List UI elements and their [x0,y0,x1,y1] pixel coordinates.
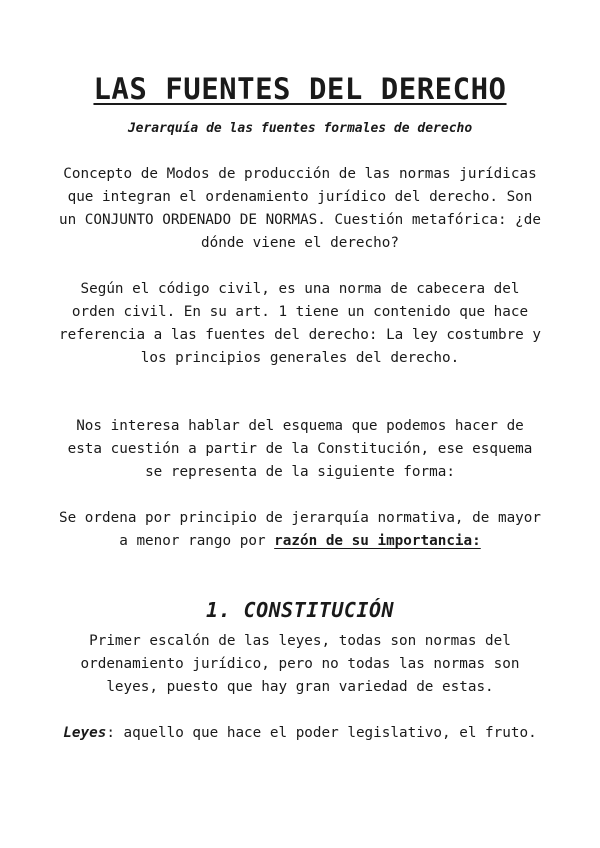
paragraph-leyes [58,722,542,745]
paragraph-concept: Concepto de Modos de producción de las normas jurídicas que integran el ordenamiento jurídico del derecho. Son un CONJUNTO ORDENADO DE NORMAS. Cuestión metafórica: ¿de dónde viene el derecho? [58,166,542,251]
paragraph-jerarquia-text: Se ordena por principio de jerarquía normativa, de mayor a menor rango por [58,510,542,549]
document-title: LAS FUENTES DEL DERECHO [93,72,507,106]
definition-leyes: : aquello que hace el poder legislativo, el fruto. [106,725,537,741]
paragraph-esquema: Nos interesa hablar del esquema que podemos hacer de esta cuestión a partir de la Constitución, ese esquema se representa de la siguiente forma: [67,418,533,480]
term-leyes: Leyes [63,725,107,741]
document-subtitle: Jerarquía de las fuentes formales de derecho [127,121,473,136]
paragraph-jerarquia [58,507,542,553]
underlined-importancia: razón de su importancia: [274,533,481,549]
paragraph-codigo-civil: Según el código civil, es una norma de cabecera del orden civil. En su art. 1 tiene un contenido que hace referencia a las fuentes del derecho: La ley costumbre y los principios generales del derecho. [58,281,542,366]
paragraph-primer-escalon: Primer escalón de las leyes, todas son normas del ordenamiento jurídico, pero no todas las normas son leyes, puesto que hay gran variedad de estas. [80,633,520,695]
section-heading-constitucion: 1. CONSTITUCIÓN [205,598,395,622]
